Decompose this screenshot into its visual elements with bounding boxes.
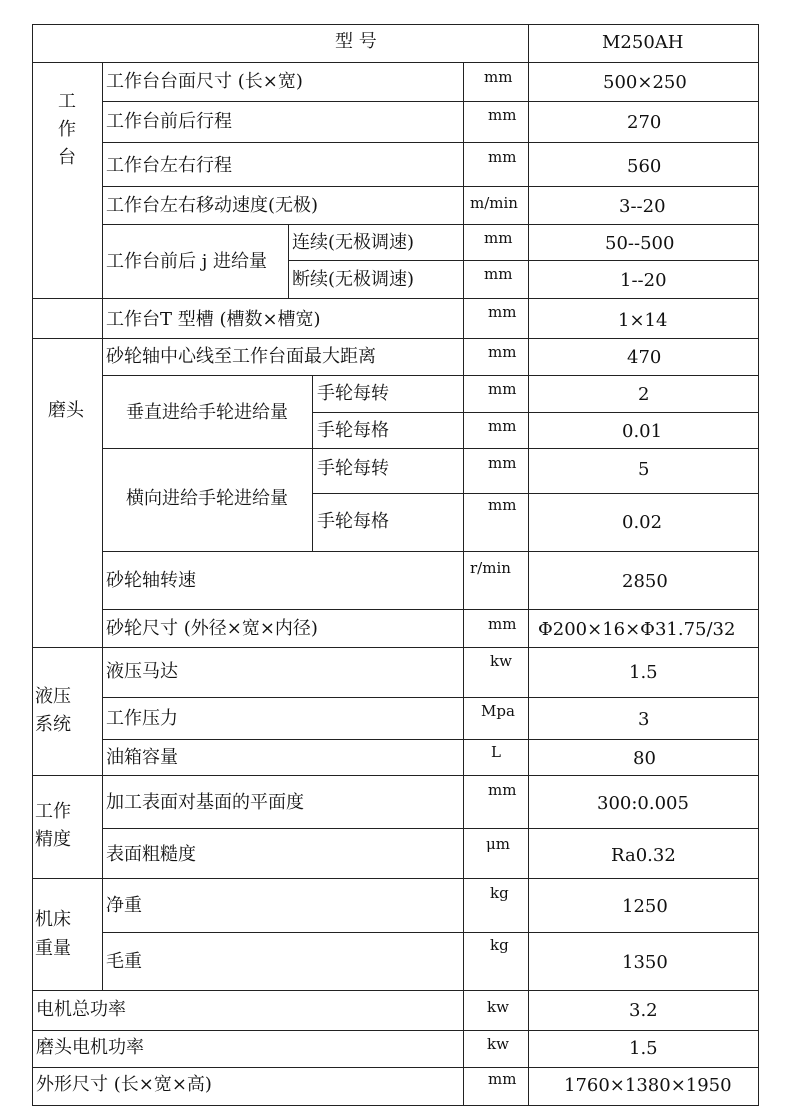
row-label: 磨头电机功率: [36, 1037, 144, 1058]
row-unit: Mpa: [481, 702, 515, 720]
row-unit: mm: [488, 106, 517, 124]
group-weight-line-2: 重量: [35, 938, 71, 959]
row-value: 1350: [622, 952, 668, 973]
cross-feed-label: 横向进给手轮进给量: [126, 488, 288, 509]
row-unit: mm: [488, 417, 517, 435]
row-label: 表面粗糙度: [106, 844, 196, 865]
row-label: 油箱容量: [106, 747, 178, 768]
row-value: 50--500: [605, 233, 675, 254]
row-unit: mm: [488, 148, 517, 166]
row-value: Ra0.32: [611, 845, 676, 866]
row-label: 砂轮轴转速: [106, 570, 196, 591]
row-value: 1.5: [629, 1038, 658, 1059]
row-unit: kw: [487, 998, 509, 1016]
row-value: 3--20: [619, 196, 666, 217]
row-label: 工作台左右行程: [106, 155, 232, 176]
row-label: 砂轮轴中心线至工作台面最大距离: [106, 346, 376, 367]
row-label: 工作压力: [106, 708, 178, 729]
vertical-feed-label: 垂直进给手轮进给量: [126, 402, 288, 423]
row-unit: mm: [488, 343, 517, 361]
group-weight-line-1: 机床: [35, 909, 71, 930]
row-unit: mm: [484, 265, 513, 283]
row-label: 工作台左右移动速度(无极): [106, 195, 319, 216]
row-unit: kg: [490, 936, 509, 954]
group-worktable-char-3: 台: [58, 147, 76, 168]
row-value: 1760×1380×1950: [564, 1075, 732, 1096]
row-unit: kg: [490, 884, 509, 902]
row-unit: mm: [488, 1070, 517, 1088]
group-worktable-char-1: 工: [58, 91, 76, 112]
row-label: 工作台台面尺寸 (长×宽): [106, 71, 303, 92]
row-unit: mm: [488, 303, 517, 321]
row-label: 电机总功率: [36, 999, 126, 1020]
group-hydraulic-line-1: 液压: [35, 686, 71, 707]
row-unit: mm: [488, 454, 517, 472]
row-label: 毛重: [106, 951, 142, 972]
row-value: 3: [638, 709, 650, 730]
row-unit: mm: [488, 380, 517, 398]
row-unit: r/min: [470, 559, 511, 577]
row-value: 5: [638, 459, 650, 480]
row-value: 300:0.005: [597, 793, 689, 814]
group-precision-line-1: 工作: [35, 801, 71, 822]
row-label: 砂轮尺寸 (外径×宽×内径): [106, 618, 318, 639]
group-precision-line-2: 精度: [35, 829, 71, 850]
model-value: M250AH: [602, 32, 684, 53]
row-label: 断续(无极调速): [292, 269, 415, 290]
row-unit: mm: [484, 68, 513, 86]
model-label: 型 号: [335, 31, 377, 52]
row-value: 470: [627, 347, 662, 368]
row-value: 80: [633, 748, 656, 769]
row-unit: L: [491, 743, 501, 761]
row-unit: mm: [484, 229, 513, 247]
row-unit: μm: [486, 835, 510, 853]
row-unit: mm: [488, 496, 517, 514]
row-value: 0.02: [622, 512, 663, 533]
row-label: 工作台T 型槽 (槽数×槽宽): [106, 309, 321, 330]
row-value: 2: [638, 384, 650, 405]
row-value: 270: [627, 112, 662, 133]
row-label: 手轮每格: [317, 511, 389, 532]
row-label: 加工表面对基面的平面度: [106, 792, 304, 813]
group-hydraulic-line-2: 系统: [35, 714, 71, 735]
row-label: 连续(无极调速): [292, 232, 415, 253]
row-label: 净重: [106, 895, 142, 916]
row-value: 560: [627, 156, 662, 177]
row-value: 2850: [622, 571, 668, 592]
row-value: 1×14: [618, 310, 668, 331]
row-label: 外形尺寸 (长×宽×高): [36, 1074, 212, 1095]
row-value: Φ200×16×Φ31.75/32: [538, 619, 736, 640]
row-label: 液压马达: [106, 661, 178, 682]
row-value: 1.5: [629, 662, 658, 683]
row-unit: mm: [488, 615, 517, 633]
row-unit: kw: [490, 652, 512, 670]
row-unit: m/min: [470, 194, 518, 212]
group-worktable-char-2: 作: [58, 119, 76, 140]
row-value: 1--20: [620, 270, 667, 291]
row-value: 0.01: [622, 421, 663, 442]
group-grinding-head: 磨头: [48, 400, 84, 421]
row-unit: kw: [487, 1035, 509, 1053]
row-value: 3.2: [629, 1000, 658, 1021]
row-value: 500×250: [603, 72, 687, 93]
row-label: 手轮每转: [317, 383, 389, 404]
row-label: 手轮每转: [317, 458, 389, 479]
feed-label: 工作台前后 j 进给量: [106, 251, 268, 272]
row-label: 手轮每格: [317, 420, 389, 441]
row-label: 工作台前后行程: [106, 111, 232, 132]
row-value: 1250: [622, 896, 668, 917]
row-unit: mm: [488, 781, 517, 799]
